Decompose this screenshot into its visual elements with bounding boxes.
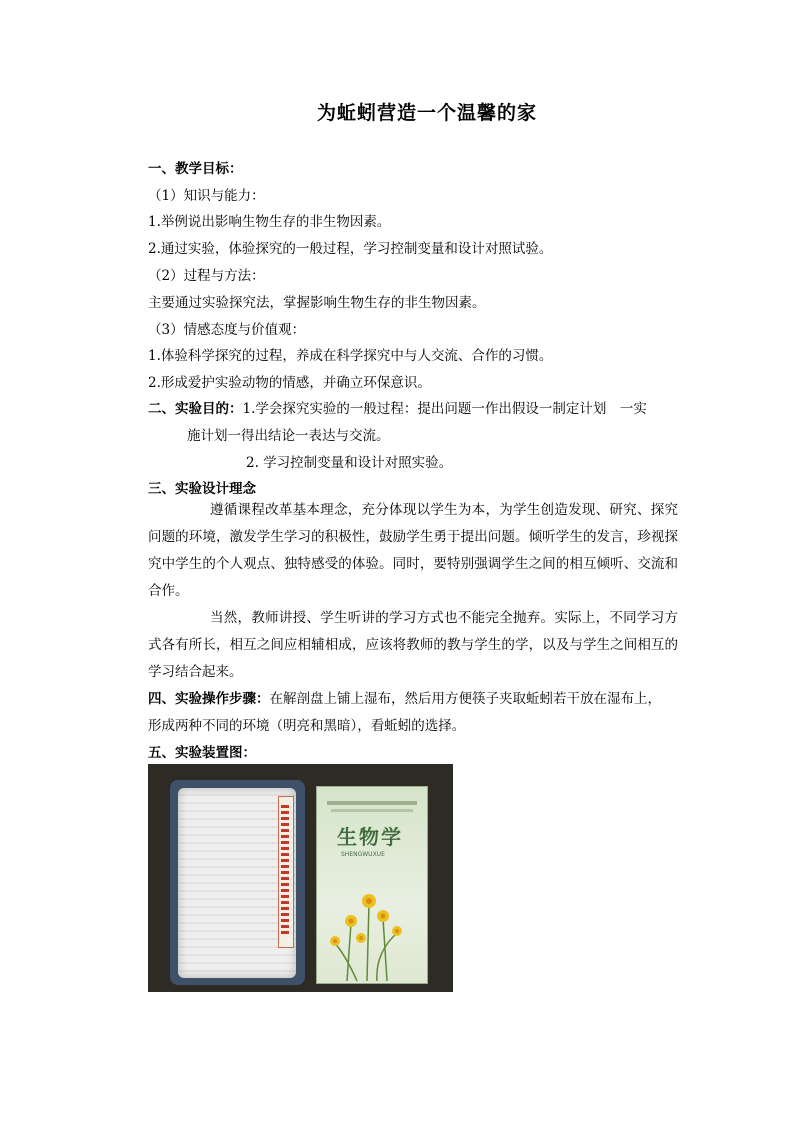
section-purpose: [148, 400, 647, 418]
steps-line-2: 形成两种不同的环境（明亮和黑暗），看蚯蚓的选择。: [148, 718, 466, 734]
chopsticks-wrapper: [281, 804, 289, 934]
emotion-item-1: 1.体验科学探究的过程，养成在科学探究中与人交流、合作的习惯。: [148, 348, 553, 364]
knowledge-item-1: 1.举例说出影响生物生存的非生物因素。: [148, 214, 391, 230]
section-heading-purpose: 二、实验目的：: [148, 401, 243, 417]
subheading-emotion: （3）情感态度与价值观：: [148, 322, 306, 338]
design-paragraph-2: 当然，教师讲授、学生听讲的学习方式也不能完全抛弃。实际上，不同学习方式各有所长，相互之间应相辅相成，应该将教师的教与学生的学，以及与学生之间相互的学习结合起来。: [148, 610, 678, 680]
section-steps: [148, 690, 661, 708]
purpose-line-2: 施计划一得出结论一表达与交流。: [187, 428, 390, 444]
book-title: 生物学: [337, 825, 403, 849]
subheading-process: （2）过程与方法：: [148, 268, 265, 284]
emotion-item-2: 2.形成爱护实验动物的情感，并确立环保意识。: [148, 375, 431, 391]
daffodil-illustration: [317, 863, 427, 983]
section-heading-goals: 一、教学目标：: [148, 161, 243, 177]
section-heading-setup: 五、实验装置图：: [148, 745, 256, 761]
section-heading-steps: 四、实验操作步骤：: [148, 691, 270, 707]
process-item: 主要通过实验探究法，掌握影响生物生存的非生物因素。: [148, 295, 486, 311]
section-heading-design: 三、实验设计理念: [148, 481, 256, 497]
steps-line-1: 在解剖盘上铺上湿布，然后用方便筷子夹取蚯蚓若干放在湿布上，: [269, 691, 661, 707]
experiment-setup-photo: [148, 764, 453, 992]
biology-textbook: [316, 786, 428, 984]
design-paragraph-1: 遵循课程改革基本理念，充分体现以学生为本，为学生创造发现、研究、探究问题的环境，激发学生学习的积极性，鼓励学生勇于提出问题。倾听学生的发言，珍视探究中学生的个人观点、独特感受的体验。同时，要特别强调学生之间的相互倾听、交流和合作。: [148, 502, 678, 599]
purpose-line-1: 1.学会探究实验的一般过程：提出问题一作出假设一制定计划 一实: [242, 401, 647, 417]
purpose-line-3: 2. 学习控制变量和设计对照实验。: [246, 455, 453, 471]
book-subtitle: SHENGWUXUE: [341, 851, 385, 858]
subheading-knowledge: （1）知识与能力：: [148, 188, 265, 204]
knowledge-item-2: 2.通过实验，体验探究的一般过程，学习控制变量和设计对照试验。: [148, 241, 553, 257]
page-title: 为蚯蚓营造一个温馨的家: [316, 102, 537, 124]
